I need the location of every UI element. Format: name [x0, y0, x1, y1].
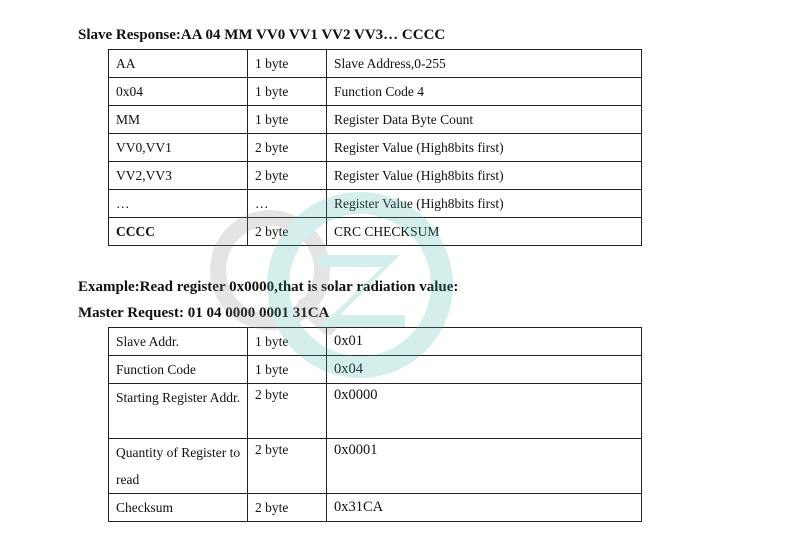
field-cell: Starting Register Addr. — [109, 384, 248, 439]
table-row — [109, 50, 642, 78]
example-heading: Example:Read register 0x0000,that is solar radiation value: — [78, 279, 459, 295]
description-cell: CRC CHECKSUM — [327, 218, 642, 246]
size-cell: 1 byte — [248, 328, 327, 356]
size-cell: 1 byte — [248, 106, 327, 134]
table-row — [109, 494, 642, 522]
value-cell: 0x01 — [327, 328, 642, 356]
size-cell: 2 byte — [248, 134, 327, 162]
value-cell: 0x0001 — [327, 439, 642, 494]
size-cell: 2 byte — [248, 162, 327, 190]
size-cell: 2 byte — [248, 494, 327, 522]
field-cell: … — [109, 190, 248, 218]
field-cell: CCCC — [109, 218, 248, 246]
field-cell: MM — [109, 106, 248, 134]
field-cell: Checksum — [109, 494, 248, 522]
table-row — [109, 106, 642, 134]
slave-response-heading: Slave Response:AA 04 MM VV0 VV1 VV2 VV3… CCCC — [78, 27, 446, 43]
table-row — [109, 134, 642, 162]
table-row — [109, 439, 642, 494]
field-cell: VV0,VV1 — [109, 134, 248, 162]
table-row — [109, 356, 642, 384]
size-cell: 2 byte — [248, 439, 327, 494]
value-cell: 0x0000 — [327, 384, 642, 439]
field-cell: 0x04 — [109, 78, 248, 106]
field-cell: Function Code — [109, 356, 248, 384]
description-cell: Register Data Byte Count — [327, 106, 642, 134]
size-cell: … — [248, 190, 327, 218]
description-cell: Register Value (High8bits first) — [327, 134, 642, 162]
table-row — [109, 218, 642, 246]
value-cell: 0x04 — [327, 356, 642, 384]
size-cell: 1 byte — [248, 78, 327, 106]
table-row — [109, 384, 642, 439]
table-row — [109, 162, 642, 190]
table-row — [109, 190, 642, 218]
field-cell: Quantity of Register to read — [109, 439, 248, 494]
description-cell: Slave Address,0-255 — [327, 50, 642, 78]
description-cell: Register Value (High8bits first) — [327, 162, 642, 190]
slave-response-table — [108, 49, 642, 246]
master-request-heading: Master Request: 01 04 0000 0001 31CA — [78, 305, 330, 321]
value-cell: 0x31CA — [327, 494, 642, 522]
size-cell: 1 byte — [248, 356, 327, 384]
master-request-table — [108, 327, 642, 522]
table-row — [109, 78, 642, 106]
size-cell: 2 byte — [248, 384, 327, 439]
field-cell: AA — [109, 50, 248, 78]
size-cell: 1 byte — [248, 50, 327, 78]
field-cell: VV2,VV3 — [109, 162, 248, 190]
description-cell: Function Code 4 — [327, 78, 642, 106]
description-cell: Register Value (High8bits first) — [327, 190, 642, 218]
table-row — [109, 328, 642, 356]
field-cell: Slave Addr. — [109, 328, 248, 356]
size-cell: 2 byte — [248, 218, 327, 246]
